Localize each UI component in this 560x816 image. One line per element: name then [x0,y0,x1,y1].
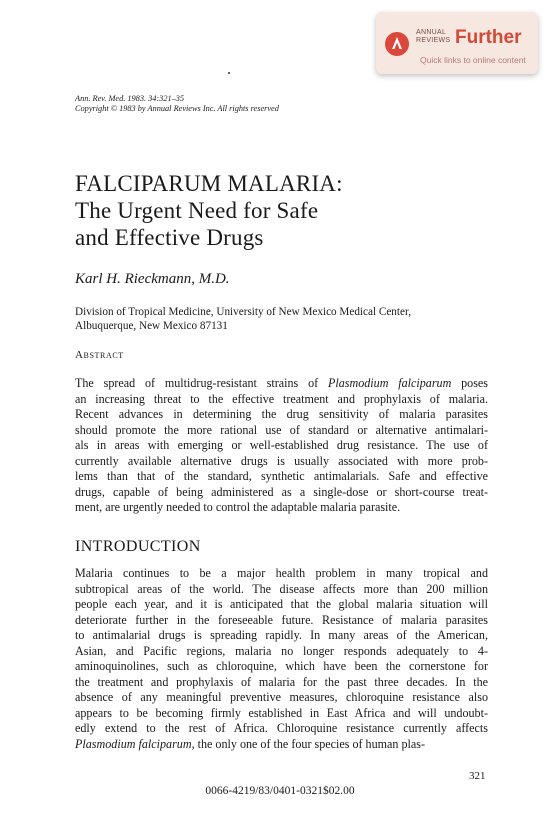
text-run: should promote the more rational use of standard or alternative antimalari- [75,422,488,437]
text-run: lems than that of the standard, synthetic antimalarials. Safe and effective [75,469,488,483]
copyright-notice: Copyright © 1983 by Annual Reviews Inc. All rights reserved [75,104,279,113]
abstract-line [75,500,488,516]
text-run: people each year, and it is anticipated that the global malaria situation will [75,597,488,611]
badge-annual-reviews-label: ANNUAL REVIEWS [416,29,451,44]
text-run: the treatment and prophylaxis of malaria for the past three decades. In the [75,674,488,689]
text-run: deteriorate further in the foreseeable future. Resistance of malaria parasites [75,612,488,627]
abstract-line [75,376,488,392]
introduction-line [75,721,488,737]
italic-term: Plasmodium falciparum [327,376,452,390]
introduction-line [75,566,488,582]
text-run: The spread of multidrug-resistant strains of [75,376,328,390]
author-name: Karl H. Rieckmann, M.D. [75,271,230,287]
text-run: ment, are urgently needed to control the adaptable malaria parasite. [75,500,401,514]
introduction-line [75,659,488,675]
annual-reviews-logo-icon [385,32,409,56]
title-line: and Effective Drugs [75,225,264,250]
abstract-line [75,438,488,454]
article-title [75,170,495,251]
text-run: currently available alternative drugs is usually associated with more prob- [75,453,488,468]
introduction-line [75,613,488,629]
text-run: drugs, capable of being administered as a single-dose or short-course treat- [75,484,488,499]
introduction-body [75,566,488,752]
text-run: subtropical areas of the world. The disease affects more than 200 million [75,581,488,596]
introduction-heading: INTRODUCTION [75,538,201,555]
abstract-body [75,376,488,516]
abstract-line [75,392,488,408]
text-run: an increasing threat to the effective treatment and prophylaxis of malaria. [75,391,488,406]
author-affiliation: Division of Tropical Medicine, University of New Mexico Medical Center, Albuquerque, New Mexico 87131 [75,306,412,332]
page-number: 321 [469,770,486,782]
introduction-line [75,628,488,644]
text-run: aminoquinolines, such as chloroquine, which have been the cornerstone for [75,659,488,673]
text-run: appears to be becoming firmly established in East Africa and will undoubt- [75,705,488,720]
italic-term: Plasmodium falciparum, [75,736,195,751]
introduction-line [75,644,488,660]
text-run: edly extend to the rest of Africa. Chloroquine resistance currently affects [75,721,488,735]
badge-tagline: Quick links to online content [420,55,526,65]
abstract-line [75,469,488,485]
introduction-line [75,706,488,722]
abstract-heading: Abstract [75,349,124,361]
stray-dot [228,72,230,74]
article-code: 0066-4219/83/0401-0321$02.00 [205,785,355,797]
further-badge[interactable] [376,12,538,74]
text-run: absence of any meaningful preventive measures, chloroquine resistance also [75,690,488,704]
text-run: to antimalarial drugs is spreading rapidly. In many areas of the American, [75,628,488,642]
introduction-line [75,737,488,753]
text-run: als in areas with emerging or well-established drug resistance. The use of [75,438,488,452]
badge-further-label: Further [455,27,522,48]
introduction-line [75,582,488,598]
abstract-line [75,423,488,439]
text-run: Malaria continues to be a major health problem in many tropical and [75,566,488,580]
text-run: poses [451,376,488,390]
introduction-line [75,690,488,706]
introduction-line [75,675,488,691]
text-run: the only one of the four species of human plas- [194,736,425,751]
abstract-line [75,407,488,423]
journal-citation: Ann. Rev. Med. 1983. 34:321–35 [75,94,185,103]
abstract-line [75,454,488,470]
introduction-line [75,597,488,613]
abstract-line [75,485,488,501]
text-run: Asian, and Pacific regions, malaria no longer responds adequately to 4- [75,643,488,658]
text-run: Recent advances in determining the drug sensitivity of malaria parasites [75,407,488,421]
title-line: The Urgent Need for Safe [75,198,319,223]
title-line: FALCIPARUM MALARIA: [75,171,343,196]
